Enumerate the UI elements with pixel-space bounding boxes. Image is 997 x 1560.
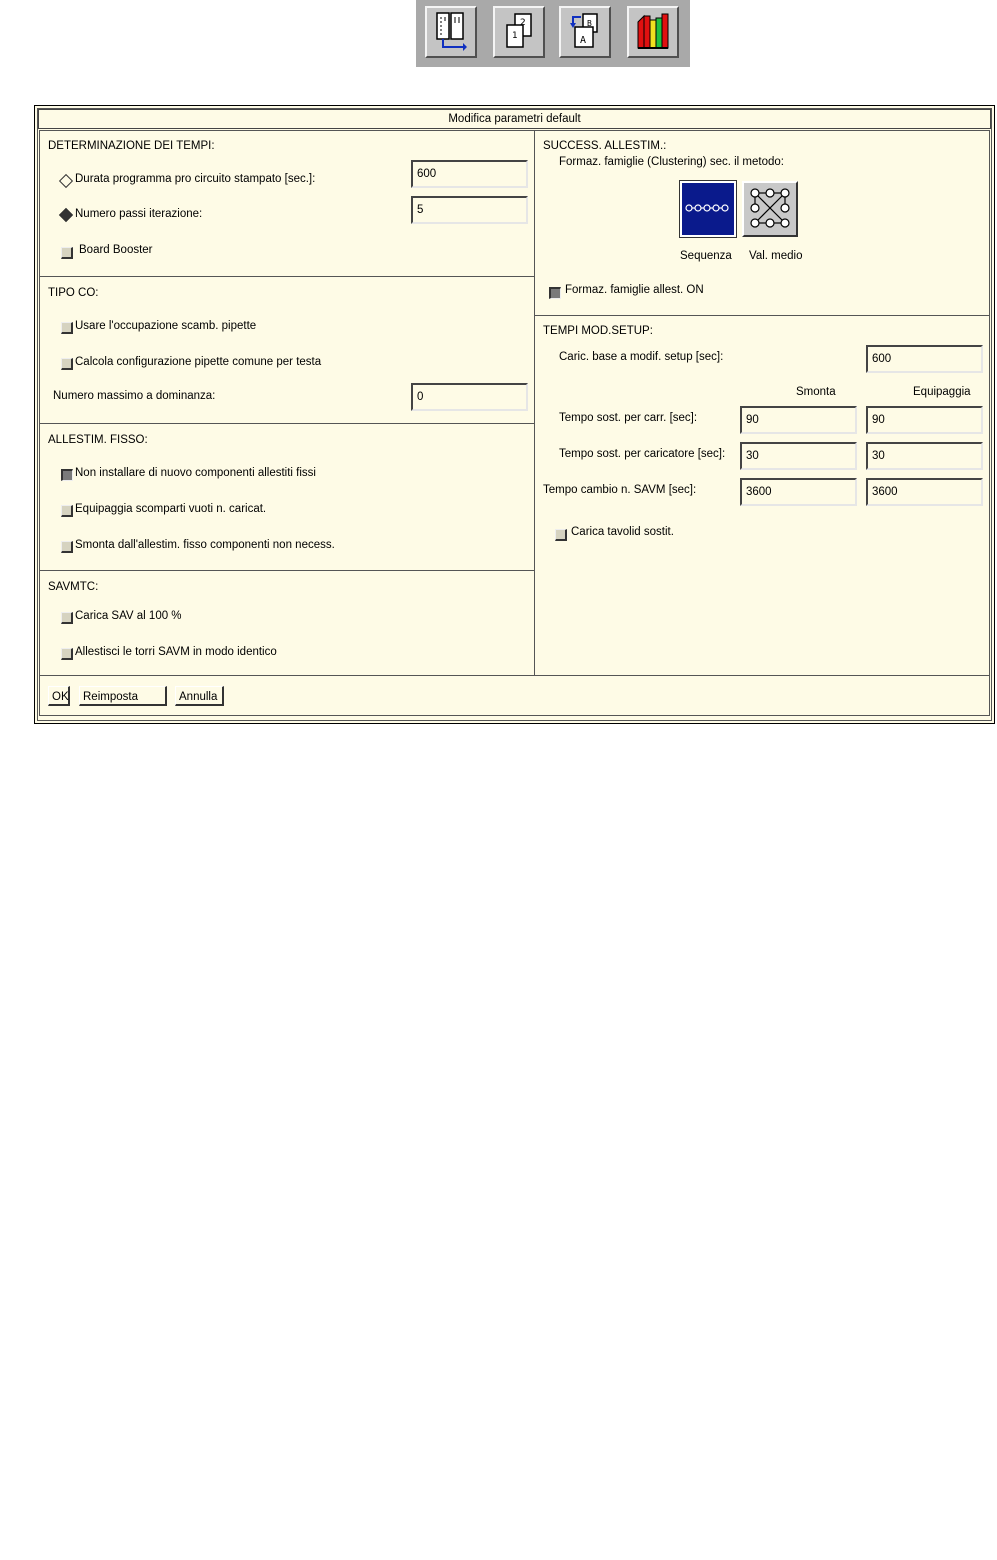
- row2-smonta-input[interactable]: 30: [740, 442, 857, 470]
- row3-equipaggia-input[interactable]: 3600: [866, 478, 983, 506]
- numero-label: Numero massimo a dominanza:: [53, 390, 216, 402]
- carica-tavolid-label: Carica tavolid sostit.: [571, 526, 674, 538]
- document-replace-icon: [567, 11, 603, 54]
- formaz-on-checkbox[interactable]: [549, 287, 561, 299]
- numero-input[interactable]: 0: [411, 383, 528, 411]
- non-installare-label: Non installare di nuovo componenti allestiti fissi: [75, 467, 316, 479]
- allestisci-checkbox[interactable]: [61, 648, 73, 660]
- row1-equipaggia-input[interactable]: 90: [866, 406, 983, 434]
- calcola-checkbox[interactable]: [61, 358, 73, 370]
- ok-button[interactable]: OK: [48, 686, 70, 706]
- setup-panel: [534, 315, 990, 676]
- annulla-button[interactable]: Annulla: [175, 686, 224, 706]
- caric-label: Caric. base a modif. setup [sec]:: [559, 351, 724, 363]
- equipaggia-checkbox[interactable]: [61, 505, 73, 517]
- row2-label: Tempo sost. per caricatore [sec]:: [559, 448, 726, 460]
- dialog-title: Modifica parametri default: [38, 109, 991, 129]
- usare-checkbox[interactable]: [61, 322, 73, 334]
- page-number-icon: [501, 11, 537, 54]
- svg-text:2: 2: [520, 17, 526, 28]
- passi-input[interactable]: 5: [411, 196, 528, 224]
- durata-label: Durata programma pro circuito stampato [sec.]:: [75, 173, 316, 185]
- svg-text:B: B: [587, 18, 592, 28]
- equipaggia-label: Equipaggia scomparti vuoti n. caricat.: [75, 503, 267, 515]
- allestisci-label: Allestisci le torri SAVM in modo identico: [75, 646, 277, 658]
- allestim-fisso-heading: ALLESTIM. FISSO:: [48, 434, 148, 446]
- document-replace-button[interactable]: [559, 6, 611, 58]
- smonta-column-header: Smonta: [796, 386, 836, 398]
- reimposta-button[interactable]: Reimposta: [79, 686, 167, 706]
- sequenza-label: Sequenza: [680, 250, 732, 262]
- tempi-heading: DETERMINAZIONE DEI TEMPI:: [48, 140, 215, 152]
- passi-radio[interactable]: [59, 208, 73, 222]
- calcola-label: Calcola configurazione pipette comune per testa: [75, 356, 322, 368]
- caric-input[interactable]: 600: [866, 345, 983, 373]
- carica-sav-checkbox[interactable]: [61, 612, 73, 624]
- success-panel: [534, 130, 990, 316]
- svg-text:1: 1: [512, 30, 518, 41]
- passi-label: Numero passi iterazione:: [75, 208, 203, 220]
- book-compare-button[interactable]: [425, 6, 477, 58]
- sequenza-method-button[interactable]: [680, 181, 736, 237]
- equipaggia-column-header: Equipaggia: [913, 386, 971, 398]
- durata-input[interactable]: 600: [411, 160, 528, 188]
- non-installare-checkbox[interactable]: [61, 469, 73, 481]
- row3-smonta-input[interactable]: 3600: [740, 478, 857, 506]
- page-number-button[interactable]: [493, 6, 545, 58]
- tipo-co-heading: TIPO CO:: [48, 287, 99, 299]
- book-compare-icon: [433, 11, 469, 54]
- success-sub: Formaz. famiglie (Clustering) sec. il metodo:: [559, 156, 784, 168]
- tempi-panel: [39, 130, 535, 277]
- board-booster-checkbox[interactable]: [61, 247, 73, 259]
- setup-heading: TEMPI MOD.SETUP:: [543, 325, 653, 337]
- success-heading: SUCCESS. ALLESTIM.:: [543, 140, 667, 152]
- carica-sav-label: Carica SAV al 100 %: [75, 610, 182, 622]
- toolbar: [416, 0, 690, 67]
- savmtc-panel: [39, 570, 535, 676]
- board-booster-label: Board Booster: [79, 244, 153, 256]
- val-medio-method-button[interactable]: [742, 181, 798, 237]
- books-icon: [634, 10, 672, 55]
- tipo-co-panel: [39, 276, 535, 424]
- smonta-checkbox[interactable]: [61, 541, 73, 553]
- sequence-chain-icon: [685, 201, 731, 218]
- row3-label: Tempo cambio n. SAVM [sec]:: [543, 484, 697, 496]
- durata-radio[interactable]: [59, 174, 73, 188]
- savmtc-heading: SAVMTC:: [48, 581, 99, 593]
- carica-tavolid-checkbox[interactable]: [555, 529, 567, 541]
- parameters-dialog: [34, 105, 995, 724]
- network-icon: [748, 186, 792, 233]
- row2-equipaggia-input[interactable]: 30: [866, 442, 983, 470]
- row1-smonta-input[interactable]: 90: [740, 406, 857, 434]
- formaz-on-label: Formaz. famiglie allest. ON: [565, 284, 704, 296]
- smonta-label: Smonta dall'allestim. fisso componenti non necess.: [75, 539, 335, 551]
- svg-text:A: A: [580, 34, 587, 46]
- usare-label: Usare l'occupazione scamb. pipette: [75, 320, 257, 332]
- row1-label: Tempo sost. per carr. [sec]:: [559, 412, 698, 424]
- books-button[interactable]: [627, 6, 679, 58]
- allestim-fisso-panel: [39, 423, 535, 571]
- val-medio-label: Val. medio: [749, 250, 803, 262]
